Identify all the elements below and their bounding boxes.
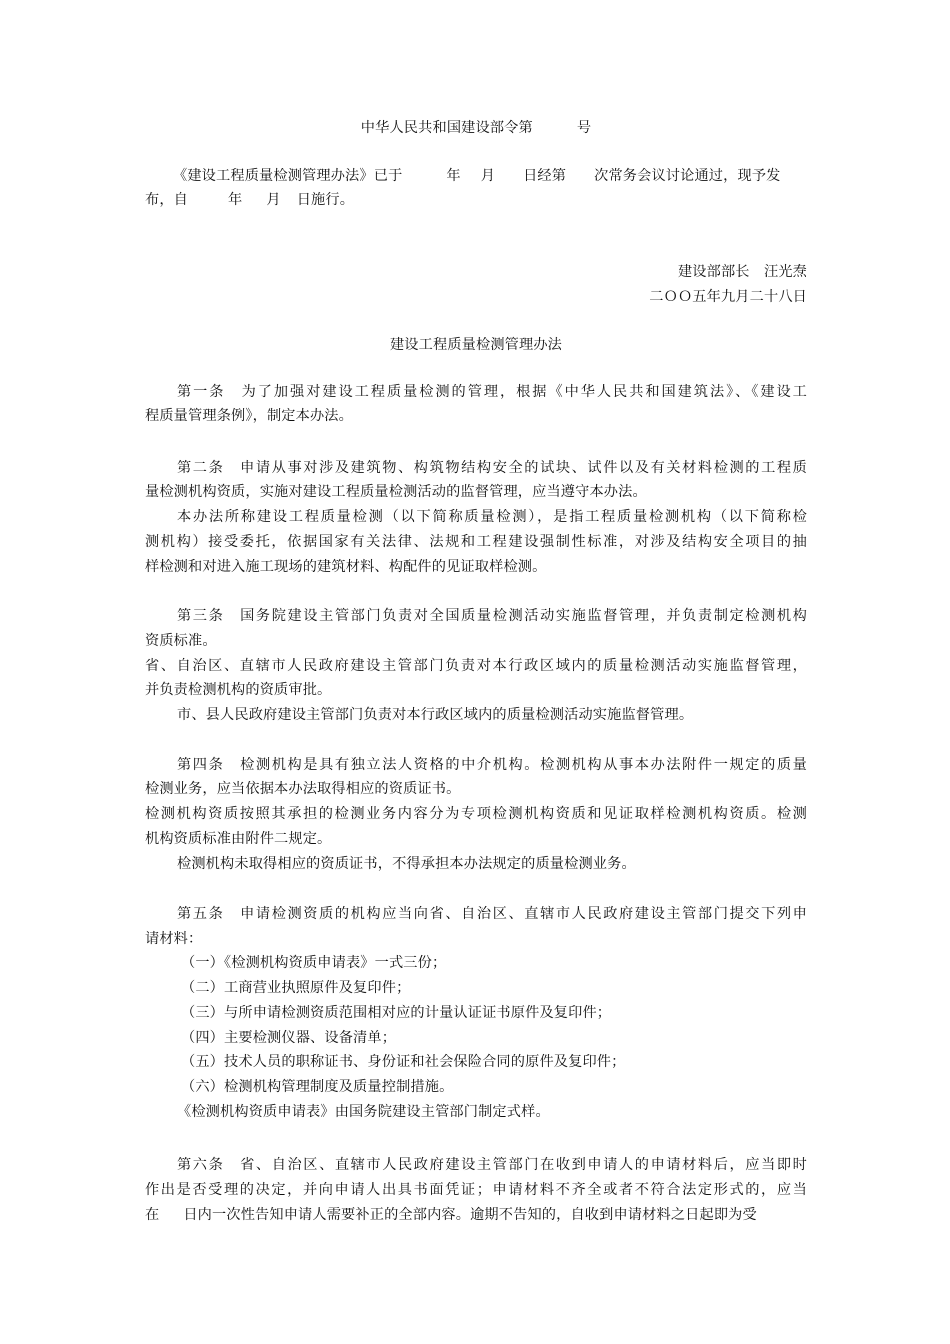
article-6-line xyxy=(145,1205,807,1225)
article-1-line: 第一条 为了加强对建设工程质量检测的管理，根据《中华人民共和国建筑法》、《建设工 xyxy=(177,384,807,400)
order-title-text: 中华人民共和国建设部令第 xyxy=(360,120,533,136)
article-3-line: 市、县人民政府建设主管部门负责对本行政区域内的质量检测活动实施监督管理。 xyxy=(177,707,694,723)
article-5-list-item: （六）检测机构管理制度及质量控制措施。 xyxy=(181,1079,454,1095)
order-title-suffix: 号 xyxy=(576,120,592,136)
article-2-line: 本办法所称建设工程质量检测（以下简称质量检测），是指工程质量检测机构（以下简称检 xyxy=(177,509,807,525)
intro-effective-day: 日施行。 xyxy=(296,192,355,208)
article-6-line: 第六条 省、自治区、直辖市人民政府建设主管部门在收到申请人的申请材料后，应当即时 xyxy=(177,1157,807,1173)
intro-month: 月 xyxy=(480,168,496,184)
article-3-line: 并负责检测机构的资质审批。 xyxy=(145,682,332,698)
order-title xyxy=(145,118,807,138)
article-4-line: 机构资质标准由附件二规定。 xyxy=(145,831,332,847)
article-2-line: 样检测和对进入施工现场的建筑材料、构配件的见证取样检测。 xyxy=(145,559,547,575)
intro-effective-month: 月 xyxy=(266,192,281,208)
article-5-line: 第五条 申请检测资质的机构应当向省、自治区、直辖市人民政府建设主管部门提交下列申 xyxy=(177,906,807,922)
article-4-line: 第四条 检测机构是具有独立法人资格的中介机构。检测机构从事本办法附件一规定的质量 xyxy=(177,757,807,773)
intro-effective-year: 年 xyxy=(228,192,243,208)
document-page xyxy=(145,0,807,1344)
document-title: 建设工程质量检测管理办法 xyxy=(389,337,563,353)
article-3-line: 资质标准。 xyxy=(145,633,217,649)
article-5-list-item: （三）与所申请检测资质范围相对应的计量认证证书原件及复印件； xyxy=(181,1005,612,1021)
article-5-line: 《检测机构资质申请表》由国务院建设主管部门制定式样。 xyxy=(177,1104,550,1120)
article-2-line: 量检测机构资质，实施对建设工程质量检测活动的监督管理，应当遵守本办法。 xyxy=(145,484,647,500)
article-3-line: 省、自治区、直辖市人民政府建设主管部门负责对本行政区域内的质量检测活动实施监督管理， xyxy=(145,658,807,674)
intro-text: 《建设工程质量检测管理办法》已于 xyxy=(173,168,403,184)
article-3-line: 第三条 国务院建设主管部门负责对全国质量检测活动实施监督管理，并负责制定检测机构 xyxy=(177,608,807,624)
article-5-list-item: （五）技术人员的职称证书、身份证和社会保险合同的原件及复印件； xyxy=(181,1054,626,1070)
article-6-fragment: 在 xyxy=(145,1207,160,1223)
intro-day: 日经第 xyxy=(523,168,567,184)
order-intro-line-1 xyxy=(145,166,807,186)
intro-text-end: 次常务会议讨论通过，现予发 xyxy=(594,168,781,184)
intro-effective: 布，自 xyxy=(145,192,189,208)
article-5-list-item: （二）工商营业执照原件及复印件； xyxy=(181,980,411,996)
article-4-line: 检测机构未取得相应的资质证书，不得承担本办法规定的质量检测业务。 xyxy=(177,856,636,872)
article-5-line: 请材料： xyxy=(145,931,203,947)
article-6-line: 作出是否受理的决定，并向申请人出具书面凭证；申请材料不齐全或者不符合法定形式的，应当 xyxy=(145,1182,807,1198)
article-6-fragment: 日内一次性告知申请人需要补正的全部内容。逾期不告知的，自收到申请材料之日起即为受 xyxy=(183,1207,757,1223)
signer: 建设部部长 汪光焘 xyxy=(677,264,807,280)
article-2-line: 第二条 申请从事对涉及建筑物、构筑物结构安全的试块、试件以及有关材料检测的工程质 xyxy=(177,460,807,476)
order-intro-line-2 xyxy=(145,190,807,210)
article-5-list-item: （一）《检测机构资质申请表》一式三份； xyxy=(181,955,447,971)
article-1-line: 程质量管理条例》，制定本办法。 xyxy=(145,408,353,424)
article-4-line: 检测业务，应当依据本办法取得相应的资质证书。 xyxy=(145,781,461,797)
article-4-line: 检测机构资质按照其承担的检测业务内容分为专项检测机构资质和见证取样检测机构资质。检测 xyxy=(145,806,807,822)
order-date: 二ＯＯ五年九月二十八日 xyxy=(649,289,807,305)
article-2-line: 测机构）接受委托，依据国家有关法律、法规和工程建设强制性标准，对涉及结构安全项目的抽 xyxy=(145,534,807,550)
intro-year: 年 xyxy=(446,168,461,184)
article-5-list-item: （四）主要检测仪器、设备清单； xyxy=(181,1030,397,1046)
